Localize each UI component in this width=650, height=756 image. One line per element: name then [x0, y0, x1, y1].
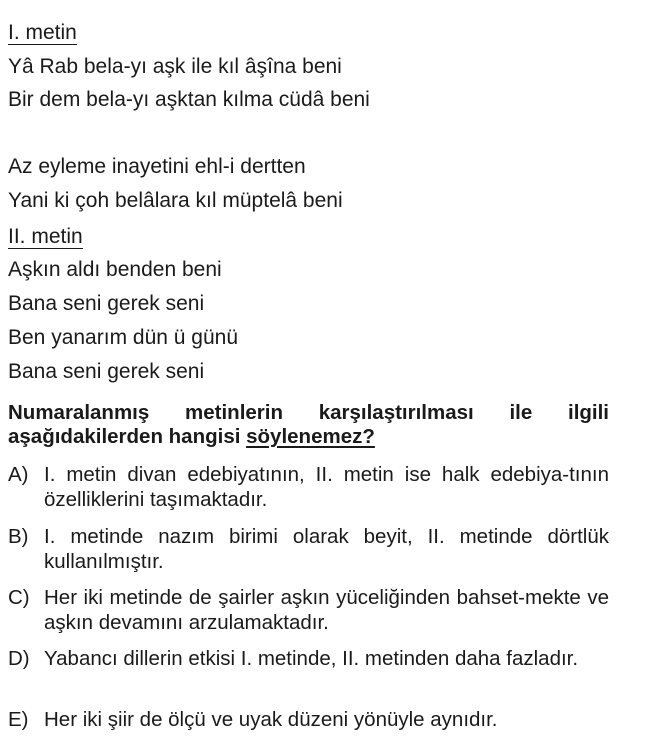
text1-heading-row [8, 20, 77, 46]
text1-line-2: Bir dem bela-yı aşktan kılma cüdâ beni [8, 88, 370, 111]
option-e[interactable] [8, 707, 609, 732]
text2-heading-row [8, 224, 83, 250]
text2-line-1: Aşkın aldı benden beni [8, 258, 222, 281]
option-letter: E) [8, 708, 29, 731]
text1-line-3: Az eyleme inayetini ehl-i dertten [8, 155, 306, 178]
text1-line-1: Yâ Rab bela-yı aşk ile kıl âşîna beni [8, 55, 342, 78]
question-prefix: Numaralanmış metinlerin karşılaştırılması ile ilgili aşağıdakilerden hangisi [8, 401, 609, 448]
text2-heading: II. metin [8, 225, 83, 248]
option-letter: B) [8, 525, 29, 548]
question-emphasis: söylenemez? [246, 425, 375, 448]
question-stem [8, 401, 609, 449]
option-text: Her iki metinde de şairler aşkın yüceliğinden bahset-mekte ve aşkın devamını arzulamaktadır. [44, 586, 609, 634]
option-a[interactable] [8, 462, 609, 512]
text2-line-2: Bana seni gerek seni [8, 292, 205, 315]
option-letter: A) [8, 463, 29, 486]
text2-line-4: Bana seni gerek seni [8, 360, 205, 383]
option-letter: D) [8, 647, 30, 670]
option-b[interactable] [8, 524, 609, 574]
option-text: I. metin divan edebiyatının, II. metin ise halk edebiya-tının özelliklerini taşımaktadır. [44, 463, 609, 511]
text1-line-4: Yani ki çoh belâlara kıl müptelâ beni [8, 189, 343, 212]
option-letter: C) [8, 586, 30, 609]
text2-line-3: Ben yanarım dün ü günü [8, 326, 238, 349]
text1-heading: I. metin [8, 21, 77, 44]
option-c[interactable] [8, 585, 609, 635]
option-text: I. metinde nazım birimi olarak beyit, II. metinde dörtlük kullanılmıştır. [44, 525, 609, 573]
option-text: Her iki şiir de ölçü ve uyak düzeni yönüyle aynıdır. [44, 708, 498, 731]
option-text: Yabancı dillerin etkisi I. metinde, II. metinden daha fazladır. [44, 647, 579, 670]
option-d[interactable] [8, 646, 609, 671]
